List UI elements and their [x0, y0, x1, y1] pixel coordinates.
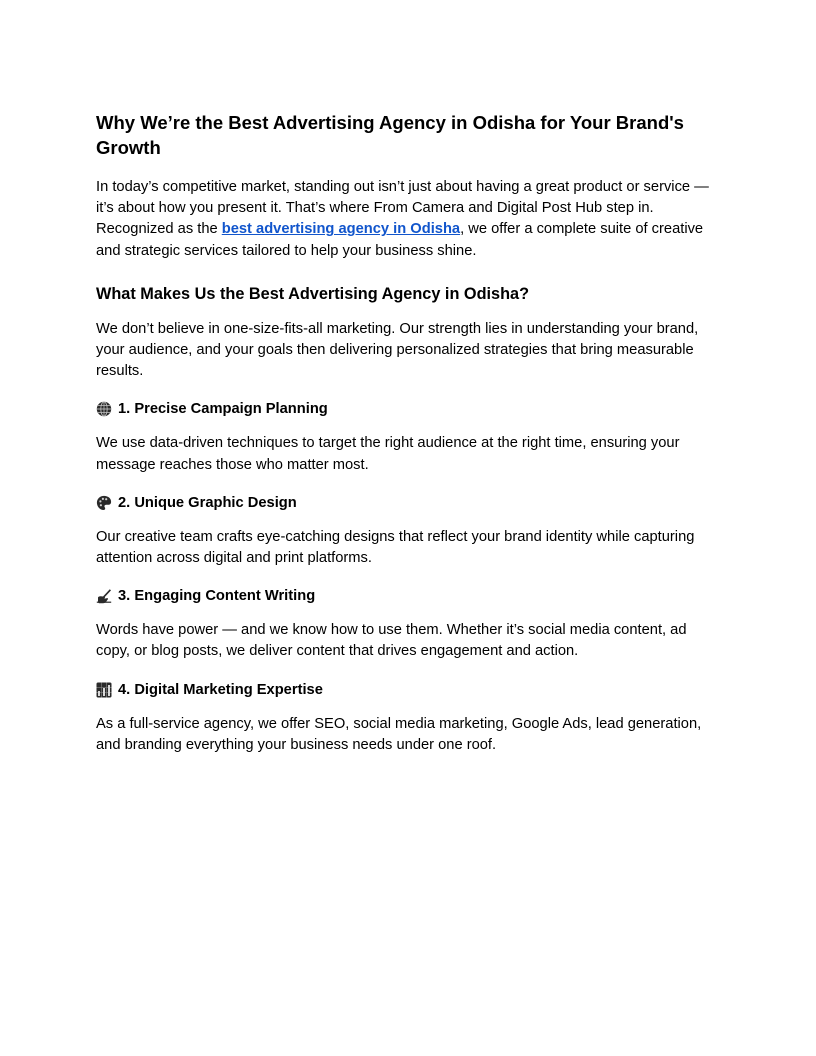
bar-chart-icon — [96, 682, 112, 698]
section-heading: What Makes Us the Best Advertising Agency in Odisha? — [96, 284, 530, 303]
feature-body-4: As a full-service agency, we offer SEO, social media marketing, Google Ads, lead generation, and branding everything your business needs under one roof. — [96, 715, 702, 753]
section-intro-paragraph: We don’t believe in one-size-fits-all marketing. Our strength lies in understanding your brand, your audience, and your goals then delivering personalized strategies that bring measurable results. — [96, 320, 699, 380]
intro-text-before-link: In today’s competitive market, standing out isn’t just about having a great product or service — it’s about how you present it. That’s where From Camera and Digital Post Hub step in. Recognized as the — [96, 179, 709, 238]
globe-icon — [96, 401, 112, 417]
feature-body-2: Our creative team crafts eye-catching designs that reflect your brand identity while capturing attention across digital and print platforms. — [96, 528, 695, 567]
feature-heading-text: 3. Engaging Content Writing — [118, 588, 316, 605]
feature-heading-3 — [96, 586, 724, 606]
feature-heading-4 — [96, 680, 724, 700]
document-page — [96, 111, 724, 756]
intro-text-after-link: , we offer a complete suite of creative and strategic services tailored to help your business shine. — [96, 221, 704, 259]
feature-heading-text: 2. Unique Graphic Design — [118, 494, 297, 511]
agency-link[interactable]: best advertising agency in Odisha — [221, 221, 461, 238]
feature-body-1: We use data-driven techniques to target the right audience at the right time, ensuring your message reaches those who matter most. — [96, 435, 680, 473]
writing-hand-icon — [96, 588, 112, 604]
page-title: Why We’re the Best Advertising Agency in Odisha for Your Brand's Growth — [96, 112, 684, 158]
feature-heading-text: 1. Precise Campaign Planning — [118, 401, 328, 418]
intro-paragraph — [96, 177, 724, 262]
feature-heading-text: 4. Digital Marketing Expertise — [118, 681, 323, 698]
feature-heading-2 — [96, 493, 724, 513]
palette-icon — [96, 495, 112, 511]
feature-heading-1 — [96, 399, 724, 419]
feature-body-3: Words have power — and we know how to use them. Whether it’s social media content, ad copy, or blog posts, we deliver content that drives engagement and action. — [96, 622, 687, 660]
